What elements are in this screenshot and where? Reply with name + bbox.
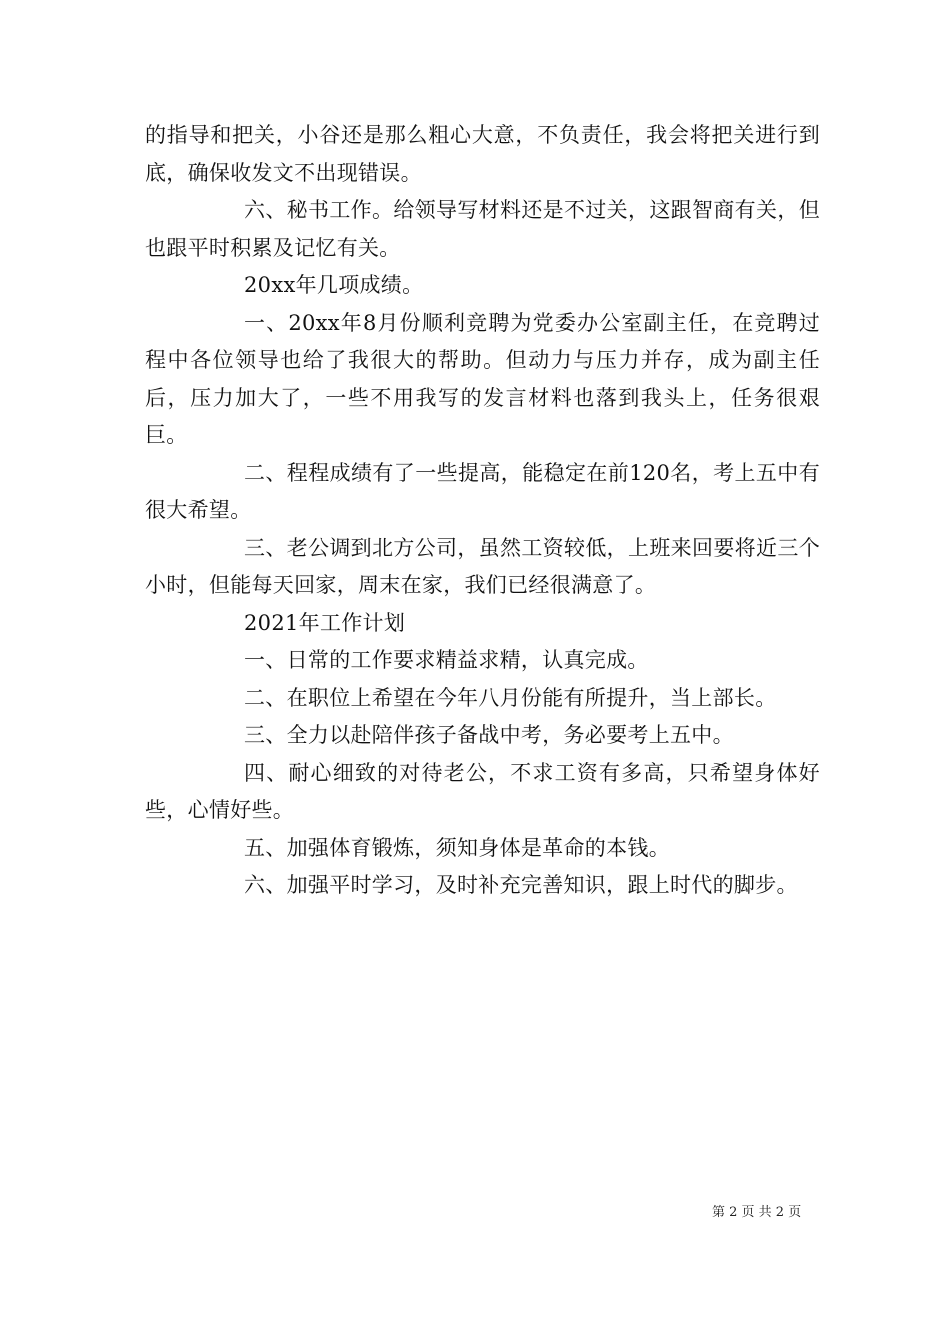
paragraph-plan-2: 二、在职位上希望在今年八月份能有所提升，当上部长。 [244,685,777,710]
paragraph-continuation: 的指导和把关，小谷还是那么粗心大意，不负责任，我会将把关进行到底，确保收发文不出现错误。 [145,123,820,185]
paragraph-plan-4: 四、耐心细致的对待老公，不求工资有多高，只希望身体好些，心情好些。 [145,760,820,822]
paragraph-plan-6: 六、加强平时学习，及时补充完善知识，跟上时代的脚步。 [244,873,798,897]
paragraph-secretary-work: 六、秘书工作。给领导写材料还是不过关，这跟智商有关，但也跟平时积累及记忆有关。 [145,198,820,260]
section-heading-achievements: 20xx年几项成绩。 [244,273,424,297]
page-number-footer: 第 2 页 共 2 页 [712,1205,802,1220]
paragraph-achievement-2: 二、程程成绩有了一些提高，能稳定在前120名，考上五中有很大希望。 [145,460,820,522]
section-heading-work-plan: 2021年工作计划 [244,610,406,635]
paragraph-achievement-3: 三、老公调到北方公司，虽然工资较低，上班来回要将近三个小时，但能每天回家，周末在家，我们已经很满意了。 [145,535,820,597]
paragraph-plan-1: 一、日常的工作要求精益求精，认真完成。 [244,648,649,672]
paragraph-plan-3: 三、全力以赴陪伴孩子备战中考，务必要考上五中。 [244,723,734,747]
paragraph-achievement-1: 一、20xx年8月份顺利竞聘为党委办公室副主任，在竞聘过程中各位领导也给了我很大的帮助。但动力与压力并存，成为副主任后，压力加大了，一些不用我写的发言材料也落到我头上，任务很艰巨。 [145,310,820,447]
document-body [145,117,820,905]
paragraph-plan-5: 五、加强体育锻炼，须知身体是革命的本钱。 [244,835,670,860]
